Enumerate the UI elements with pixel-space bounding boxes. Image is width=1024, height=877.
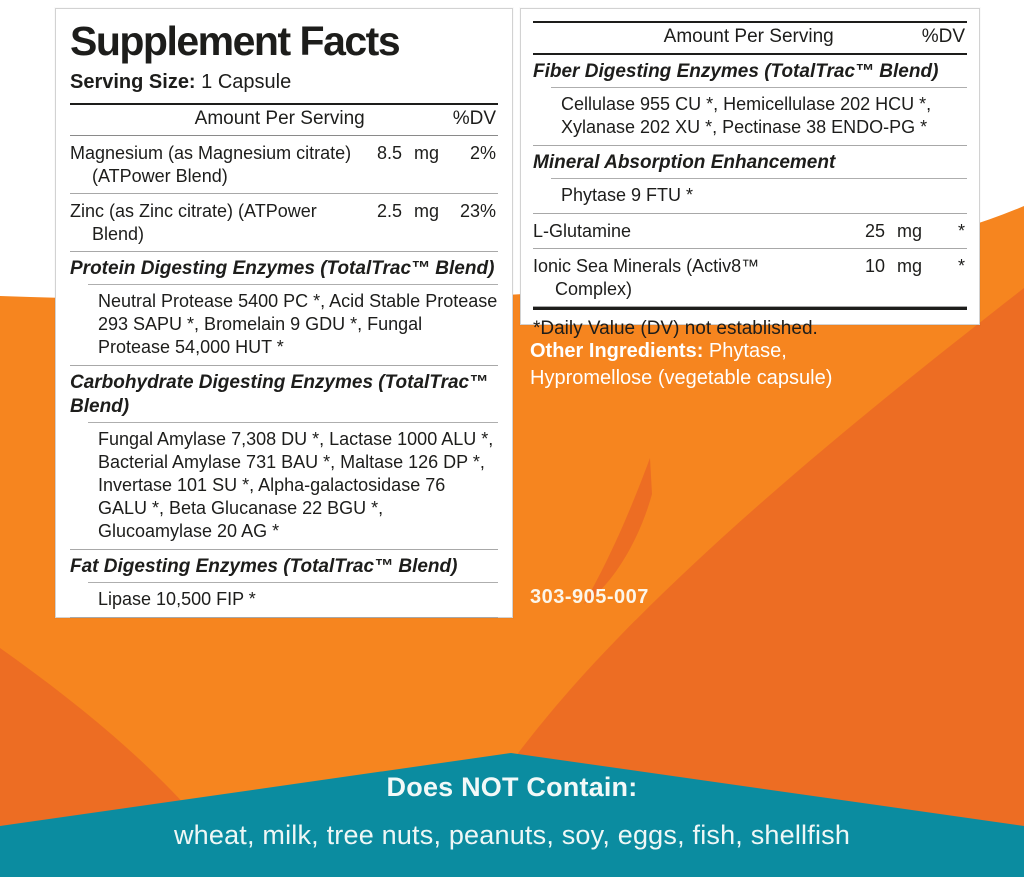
- nutrient-unit: mg: [414, 201, 440, 221]
- section-heading-carbohydrate: Carbohydrate Digesting Enzymes (TotalTrac™ Blend): [70, 366, 498, 423]
- dv-header: %DV: [921, 26, 965, 47]
- dv-header: %DV: [452, 108, 496, 129]
- nutrient-name: Magnesium (as Magnesium citrate) (ATPower Blend): [70, 143, 352, 186]
- amount-per-serving-header: Amount Per Serving: [663, 26, 834, 47]
- section-heading-fat: Fat Digesting Enzymes (TotalTrac™ Blend): [70, 550, 498, 583]
- nutrient-amount: 25: [864, 221, 885, 241]
- section-heading-mineral-absorption: Mineral Absorption Enhancement: [533, 146, 967, 179]
- other-ingredients: [530, 338, 842, 392]
- nutrient-row-l-glutamine: [533, 214, 967, 249]
- other-ingredients-value: Phytase, Hypromellose (vegetable capsule): [530, 340, 833, 389]
- product-code: 303-905-007: [530, 586, 649, 608]
- nutrient-name: Zinc (as Zinc citrate) (ATPower Blend): [70, 201, 317, 244]
- section-heading-protein: Protein Digesting Enzymes (TotalTrac™ Blend): [70, 252, 498, 285]
- nutrient-dv: 23%: [459, 201, 496, 221]
- nutrient-amount: 2.5: [376, 201, 402, 221]
- nutrient-name: L-Glutamine: [533, 221, 632, 241]
- nutrient-unit: mg: [414, 143, 440, 163]
- nutrient-row-ionic-sea-minerals: [533, 249, 967, 307]
- section-items-fat: Lipase 10,500 FIP *: [70, 583, 498, 618]
- nutrient-unit: mg: [897, 221, 923, 241]
- nutrient-unit: mg: [897, 256, 923, 276]
- nutrient-amount: 8.5: [376, 143, 402, 163]
- panel-title: Supplement Facts: [70, 18, 400, 64]
- serving-size-value: 1 Capsule: [201, 71, 292, 93]
- nutrient-dv: *: [957, 221, 965, 241]
- nutrient-name: Ionic Sea Minerals (Activ8™ Complex): [533, 256, 760, 299]
- daily-value-footnote: *Daily Value (DV) not established.: [533, 307, 967, 340]
- amount-per-serving-header: Amount Per Serving: [194, 108, 365, 129]
- supplement-facts-panel: [55, 8, 513, 618]
- serving-size-label: Serving Size:: [70, 71, 196, 93]
- section-heading-fiber: Fiber Digesting Enzymes (TotalTrac™ Blend): [533, 55, 967, 88]
- section-items-fiber: Cellulase 955 CU *, Hemicellulase 202 HCU *, Xylanase 202 XU *, Pectinase 38 ENDO-PG *: [533, 88, 967, 146]
- does-not-contain-items: wheat, milk, tree nuts, peanuts, soy, eggs, fish, shellfish: [173, 820, 851, 850]
- does-not-contain-title: Does NOT Contain:: [386, 772, 638, 802]
- nutrient-dv: 2%: [469, 143, 496, 163]
- section-items-mineral-absorption: Phytase 9 FTU *: [533, 179, 967, 214]
- nutrient-amount: 10: [864, 256, 885, 276]
- other-ingredients-label: Other Ingredients:: [530, 340, 704, 362]
- column-header-row: [533, 21, 967, 55]
- nutrient-row-magnesium: [70, 136, 498, 194]
- column-header-row: [70, 103, 498, 136]
- section-items-protein: Neutral Protease 5400 PC *, Acid Stable Protease 293 SAPU *, Bromelain 9 GDU *, Fungal Protease 54,000 HUT *: [70, 285, 498, 366]
- nutrient-dv: *: [957, 256, 965, 276]
- serving-size-line: [70, 70, 498, 94]
- supplement-facts-panel-continued: [520, 8, 980, 339]
- section-items-carbohydrate: Fungal Amylase 7,308 DU *, Lactase 1000 ALU *, Bacterial Amylase 731 BAU *, Maltase 126 DP *, Invertase 101 SU *, Alpha-galactosidase 76 GALU *, Beta Glucanase 22 BGU *, Glucoamylase 20 AG *: [70, 423, 498, 550]
- nutrient-row-zinc: [70, 194, 498, 252]
